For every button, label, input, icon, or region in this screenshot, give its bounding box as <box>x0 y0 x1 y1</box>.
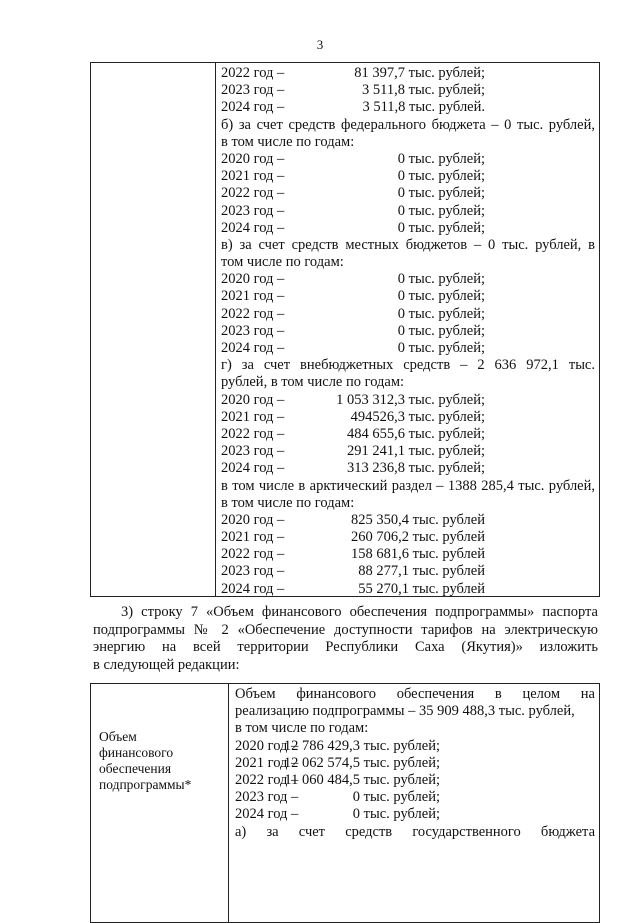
text-line <box>221 134 595 151</box>
page-number: 3 <box>316 37 324 52</box>
year-label: 2024 год – <box>221 340 285 356</box>
year-label: 2023 год – <box>221 563 285 580</box>
year-label: 2022 год – <box>221 185 285 202</box>
text-line <box>235 720 595 737</box>
text-line <box>235 686 595 703</box>
funding-lines <box>221 65 595 598</box>
amount-value: 0 тыс. рублей; <box>397 271 485 288</box>
amount-value: 0 тыс. рублей; <box>397 185 485 202</box>
year-label: 2021 год – <box>221 288 285 305</box>
year-line <box>221 65 595 82</box>
year-label: 2023 год – <box>221 322 285 339</box>
amount-value: 260 706,2 тыс. рублей <box>351 529 485 546</box>
year-label: 2021 год – <box>221 168 285 185</box>
label-line: финансового <box>99 745 174 760</box>
amount-value: 55 270,1 тыс. рублей <box>358 580 485 597</box>
amount-value: 0 тыс. рублей; <box>397 168 485 185</box>
year-label: 2020 год – <box>221 391 285 408</box>
text-line <box>93 657 598 675</box>
line-text: том числе по годам: <box>221 254 344 271</box>
amount-value: 0 тыс. рублей; <box>352 806 440 823</box>
year-label: 2020 год – <box>221 150 285 167</box>
amount-value: 484 655,6 тыс. рублей; <box>347 425 485 442</box>
line-text: в следующей редакции: <box>93 656 240 673</box>
amount-value: 313 236,8 тыс. рублей; <box>347 460 485 477</box>
line-text: б) за счет средств федерального бюджета – 0 тыс. рублей, <box>221 116 595 133</box>
year-label: 2021 год – <box>221 408 285 425</box>
label-line: подпрограммы* <box>99 777 192 792</box>
text-line <box>221 495 595 512</box>
text-line <box>93 639 598 657</box>
year-line <box>221 460 595 477</box>
line-text: а) за счет средств государственного бюджета <box>235 823 595 840</box>
year-label: 2022 год – <box>221 546 285 563</box>
year-label: 2020 год – <box>221 511 285 528</box>
amount-value: 291 241,1 тыс. рублей; <box>347 443 485 460</box>
amount-value: 0 тыс. рублей; <box>397 202 485 219</box>
line-text: в том числе в арктический раздел – 1388 285,4 тыс. рублей, <box>221 477 595 494</box>
year-line <box>221 306 595 323</box>
text-line <box>235 703 595 720</box>
year-line <box>221 220 595 237</box>
funding-volume-label <box>99 729 224 793</box>
amount-value: 0 тыс. рублей; <box>397 219 485 236</box>
line-text: в том числе по годам: <box>221 133 355 150</box>
year-line <box>235 806 595 823</box>
text-line <box>221 117 595 134</box>
amount-value: 12 786 429,3 тыс. рублей; <box>283 737 440 754</box>
year-line <box>221 409 595 426</box>
text-line <box>221 478 595 495</box>
amount-value: 88 277,1 тыс. рублей <box>358 563 485 580</box>
amount-value: 11 060 484,5 тыс. рублей; <box>284 771 440 788</box>
year-line <box>221 340 595 357</box>
text-line <box>221 374 595 391</box>
year-label: 2024 год – <box>221 99 285 116</box>
year-line <box>221 512 595 529</box>
year-label: 2024 год – <box>221 460 285 477</box>
amount-value: 0 тыс. рублей; <box>397 288 485 305</box>
funding-table-continued <box>90 62 600 597</box>
amount-value: 1 053 312,3 тыс. рублей; <box>336 391 485 408</box>
subprogram-funding-table <box>90 683 600 923</box>
text-line <box>93 622 598 640</box>
amount-value: 0 тыс. рублей; <box>352 789 440 806</box>
line-text: 3) строку 7 «Объем финансового обеспечения подпрограммы» паспорта <box>121 604 598 620</box>
label-line: обеспечения <box>99 761 172 776</box>
amount-value: 81 397,7 тыс. рублей; <box>354 65 485 81</box>
column-divider <box>228 684 229 922</box>
year-line <box>235 772 595 789</box>
text-line <box>221 357 595 374</box>
year-label: 2022 год – <box>221 65 285 81</box>
amount-value: 3 511,8 тыс. рублей; <box>362 82 485 99</box>
year-line <box>221 529 595 546</box>
year-line <box>221 99 595 116</box>
year-label: 2024 год – <box>235 806 299 823</box>
year-line <box>221 392 595 409</box>
year-line <box>221 271 595 288</box>
year-label: 2024 год – <box>221 219 285 236</box>
amount-value: 825 350,4 тыс. рублей <box>351 511 485 528</box>
year-line <box>235 789 595 806</box>
year-label: 2020 год – <box>235 737 299 754</box>
line-text: в том числе по годам: <box>235 720 369 737</box>
year-line <box>221 546 595 563</box>
amount-value: 494526,3 тыс. рублей; <box>350 408 485 425</box>
year-line <box>221 185 595 202</box>
year-line <box>221 443 595 460</box>
amount-value: 12 062 574,5 тыс. рублей; <box>283 754 440 771</box>
year-label: 2024 год – <box>221 580 285 597</box>
year-label: 2023 год – <box>235 789 299 806</box>
year-line <box>235 755 595 772</box>
subprogram-funding-lines <box>235 686 595 841</box>
amount-value: 158 681,6 тыс. рублей <box>351 546 485 563</box>
amount-value: 0 тыс. рублей; <box>397 340 485 356</box>
year-label: 2022 год – <box>235 771 299 788</box>
line-text: Объем финансового обеспечения в целом на <box>235 686 595 702</box>
line-text: энергию на всей территории Республики Саха (Якутия)» изложить <box>93 639 598 655</box>
year-label: 2021 год – <box>235 754 299 771</box>
year-label: 2023 год – <box>221 443 285 460</box>
year-line <box>221 203 595 220</box>
year-label: 2020 год – <box>221 271 285 288</box>
label-line: Объем <box>99 729 137 744</box>
year-line <box>221 82 595 99</box>
text-line <box>235 824 595 841</box>
line-text: в том числе по годам: <box>221 494 355 511</box>
year-line <box>221 581 595 598</box>
line-text: рублей, в том числе по годам: <box>221 374 405 391</box>
year-label: 2021 год – <box>221 529 285 546</box>
year-label: 2023 год – <box>221 82 285 99</box>
text-line <box>221 254 595 271</box>
line-text: г) за счет внебюджетных средств – 2 636 972,1 тыс. <box>221 357 595 374</box>
amount-value: 0 тыс. рублей; <box>397 150 485 167</box>
year-line <box>235 738 595 755</box>
year-line <box>221 323 595 340</box>
year-line <box>221 563 595 580</box>
year-line <box>221 168 595 185</box>
amount-value: 3 511,8 тыс. рублей. <box>362 99 485 116</box>
line-text: подпрограммы № 2 «Обеспечение доступности тарифов на электрическую <box>93 621 598 638</box>
year-label: 2022 год – <box>221 305 285 322</box>
amount-value: 0 тыс. рублей; <box>397 322 485 339</box>
amount-value: 0 тыс. рублей; <box>397 305 485 322</box>
year-line <box>221 288 595 305</box>
year-line <box>221 426 595 443</box>
line-text: в) за счет средств местных бюджетов – 0 тыс. рублей, в <box>221 236 595 253</box>
text-line <box>93 604 598 622</box>
year-label: 2023 год – <box>221 202 285 219</box>
text-line <box>221 237 595 254</box>
amendment-paragraph <box>93 604 598 674</box>
year-line <box>221 151 595 168</box>
year-label: 2022 год – <box>221 425 285 442</box>
column-divider <box>215 63 216 596</box>
line-text: реализацию подпрограммы – 35 909 488,3 тыс. рублей, <box>235 703 575 720</box>
